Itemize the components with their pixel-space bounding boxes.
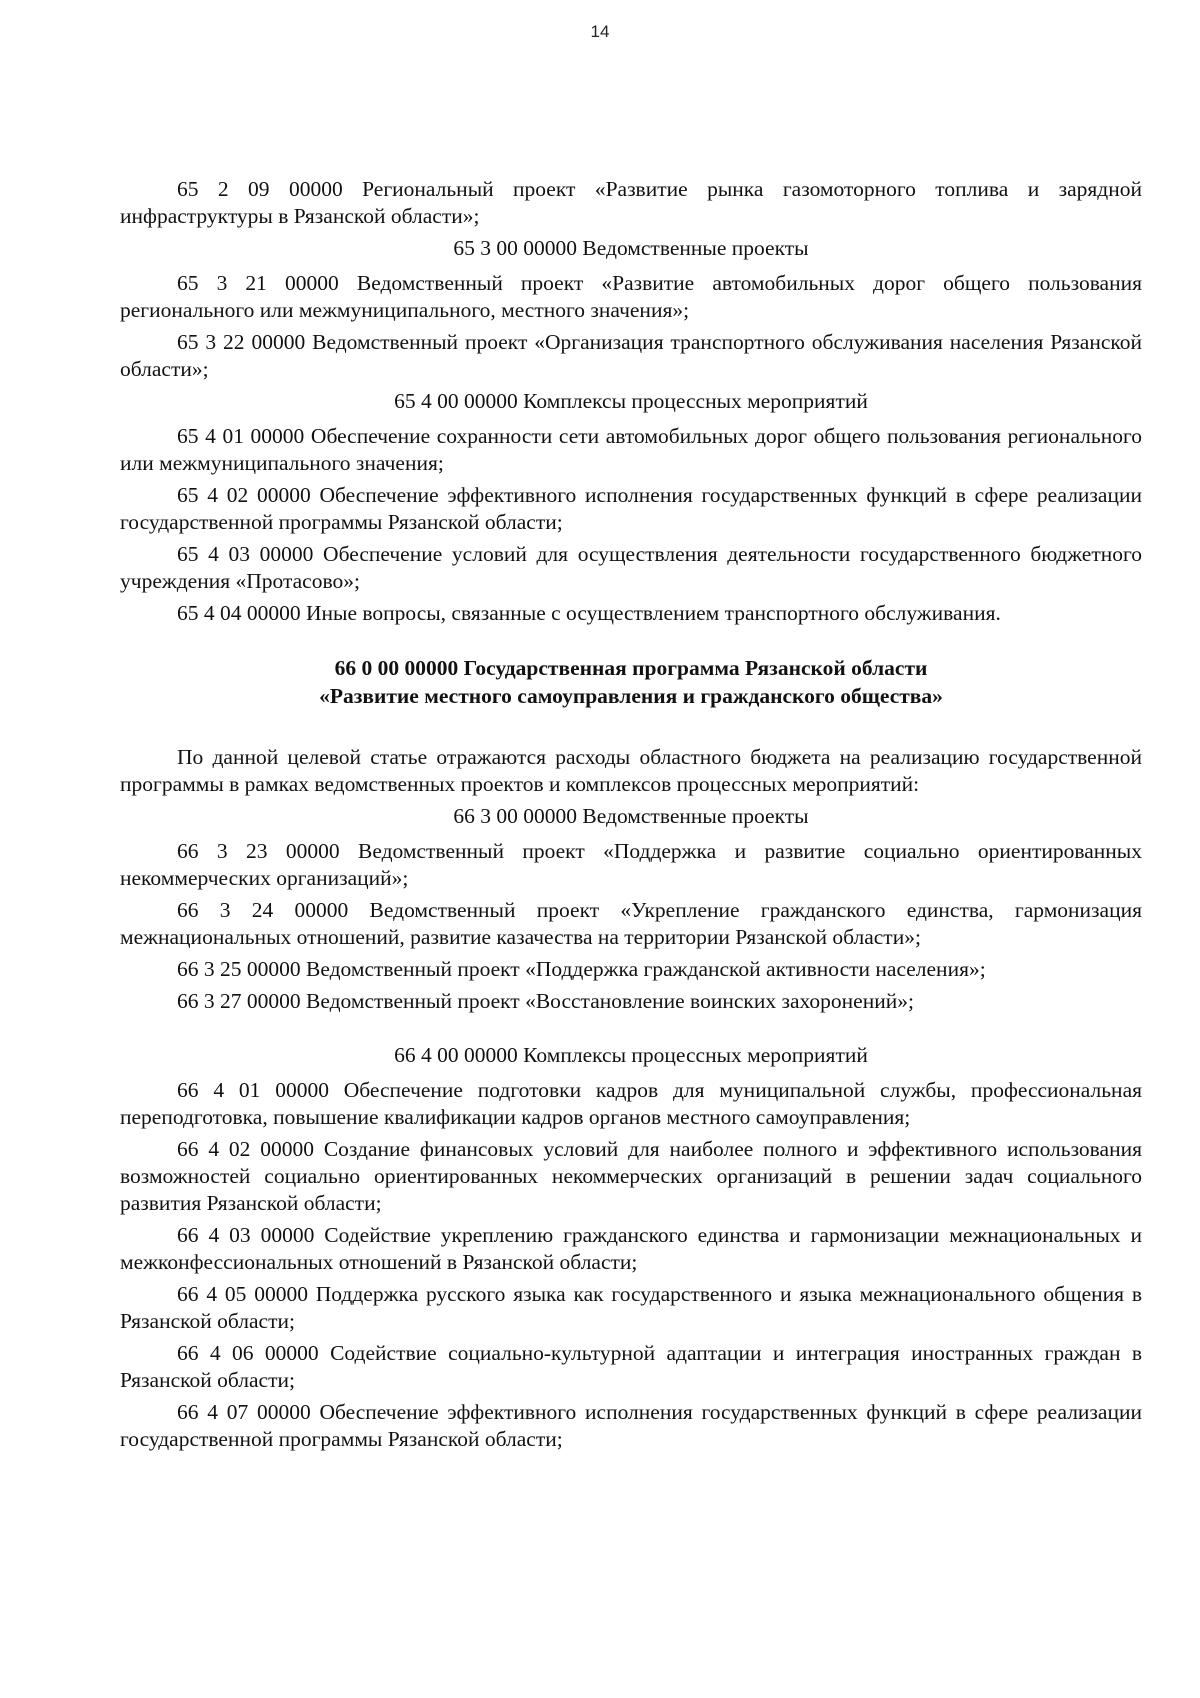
heading-66-kompleksy: 66 4 00 00000 Комплексы процессных мероприятий	[394, 1043, 868, 1067]
paragraph-66-4-01: 66 4 01 00000 Обеспечение подготовки кадров для муниципальной службы, профессиональная переподготовка, повышение квалификации кадров органов местного самоуправления;	[120, 1078, 1142, 1129]
paragraph-66-4-07: 66 4 07 00000 Обеспечение эффективного исполнения государственных функций в сфере реализации государственной программы Рязанской области;	[120, 1400, 1142, 1451]
paragraph-66-3-23: 66 3 23 00000 Ведомственный проект «Поддержка и развитие социально ориентированных некоммерческих организаций»;	[120, 839, 1142, 890]
paragraph-66-3-27: 66 3 27 00000 Ведомственный проект «Восстановление воинских захоронений»;	[177, 989, 914, 1013]
paragraph-65-4-04: 65 4 04 00000 Иные вопросы, связанные с осуществлением транспортного обслуживания.	[177, 601, 1001, 625]
paragraph-66-3-25: 66 3 25 00000 Ведомственный проект «Поддержка гражданской активности населения»;	[177, 957, 986, 981]
paragraph-66-4-03: 66 4 03 00000 Содействие укреплению гражданского единства и гармонизации межнациональных и межконфессиональных отношений в Рязанской области;	[120, 1223, 1142, 1274]
paragraph-65-3-22: 65 3 22 00000 Ведомственный проект «Организация транспортного обслуживания населения Рязанской области»;	[120, 330, 1142, 381]
paragraph-65-2-09: 65 2 09 00000 Региональный проект «Развитие рынка газомоторного топлива и зарядной инфраструктуры в Рязанской области»;	[120, 177, 1142, 228]
paragraph-66-3-24: 66 3 24 00000 Ведомственный проект «Укрепление гражданского единства, гармонизация межнациональных отношений, развитие казачества на территории Рязанской области»;	[120, 898, 1142, 949]
paragraph-66-4-06: 66 4 06 00000 Содействие социально-культурной адаптации и интеграция иностранных граждан в Рязанской области;	[120, 1341, 1142, 1392]
heading-66-vedomstvennye-proekty: 66 3 00 00000 Ведомственные проекты	[453, 804, 809, 828]
heading-65-vedomstvennye-proekty: 65 3 00 00000 Ведомственные проекты	[453, 236, 809, 260]
paragraph-65-3-21: 65 3 21 00000 Ведомственный проект «Развитие автомобильных дорог общего пользования регионального или межмуниципального, местного значения»;	[120, 271, 1142, 322]
paragraph-66-4-05: 66 4 05 00000 Поддержка русского языка как государственного и языка межнационального общения в Рязанской области;	[120, 1282, 1142, 1333]
spacer	[120, 710, 1142, 744]
paragraph-65-4-02: 65 4 02 00000 Обеспечение эффективного исполнения государственных функций в сфере реализации государственной программы Рязанской области;	[120, 483, 1142, 534]
paragraph-65-4-01: 65 4 01 00000 Обеспечение сохранности сети автомобильных дорог общего пользования регионального или межмуниципального значения;	[120, 424, 1142, 475]
paragraph-66-intro: По данной целевой статье отражаются расходы областного бюджета на реализацию государственной программы в рамках ведомственных проектов и комплексов процессных мероприятий:	[120, 745, 1142, 796]
paragraph-66-4-02: 66 4 02 00000 Создание финансовых условий для наиболее полного и эффективного использования возможностей социально ориентированных некоммерческих организаций в решении задач социального развития Рязанской области;	[120, 1137, 1142, 1215]
spacer	[120, 632, 1142, 654]
paragraph-65-4-03: 65 4 03 00000 Обеспечение условий для осуществления деятельности государственного бюджетного учреждения «Протасово»;	[120, 542, 1142, 593]
section-66-title-line2: «Развитие местного самоуправления и гражданского общества»	[319, 684, 943, 708]
page-number: 14	[590, 22, 610, 41]
spacer	[120, 1020, 1142, 1042]
section-66-title-line1: 66 0 00 00000 Государственная программа Рязанской области	[334, 656, 928, 680]
heading-65-kompleksy: 65 4 00 00000 Комплексы процессных мероприятий	[394, 389, 868, 413]
document-body	[120, 176, 1142, 1458]
